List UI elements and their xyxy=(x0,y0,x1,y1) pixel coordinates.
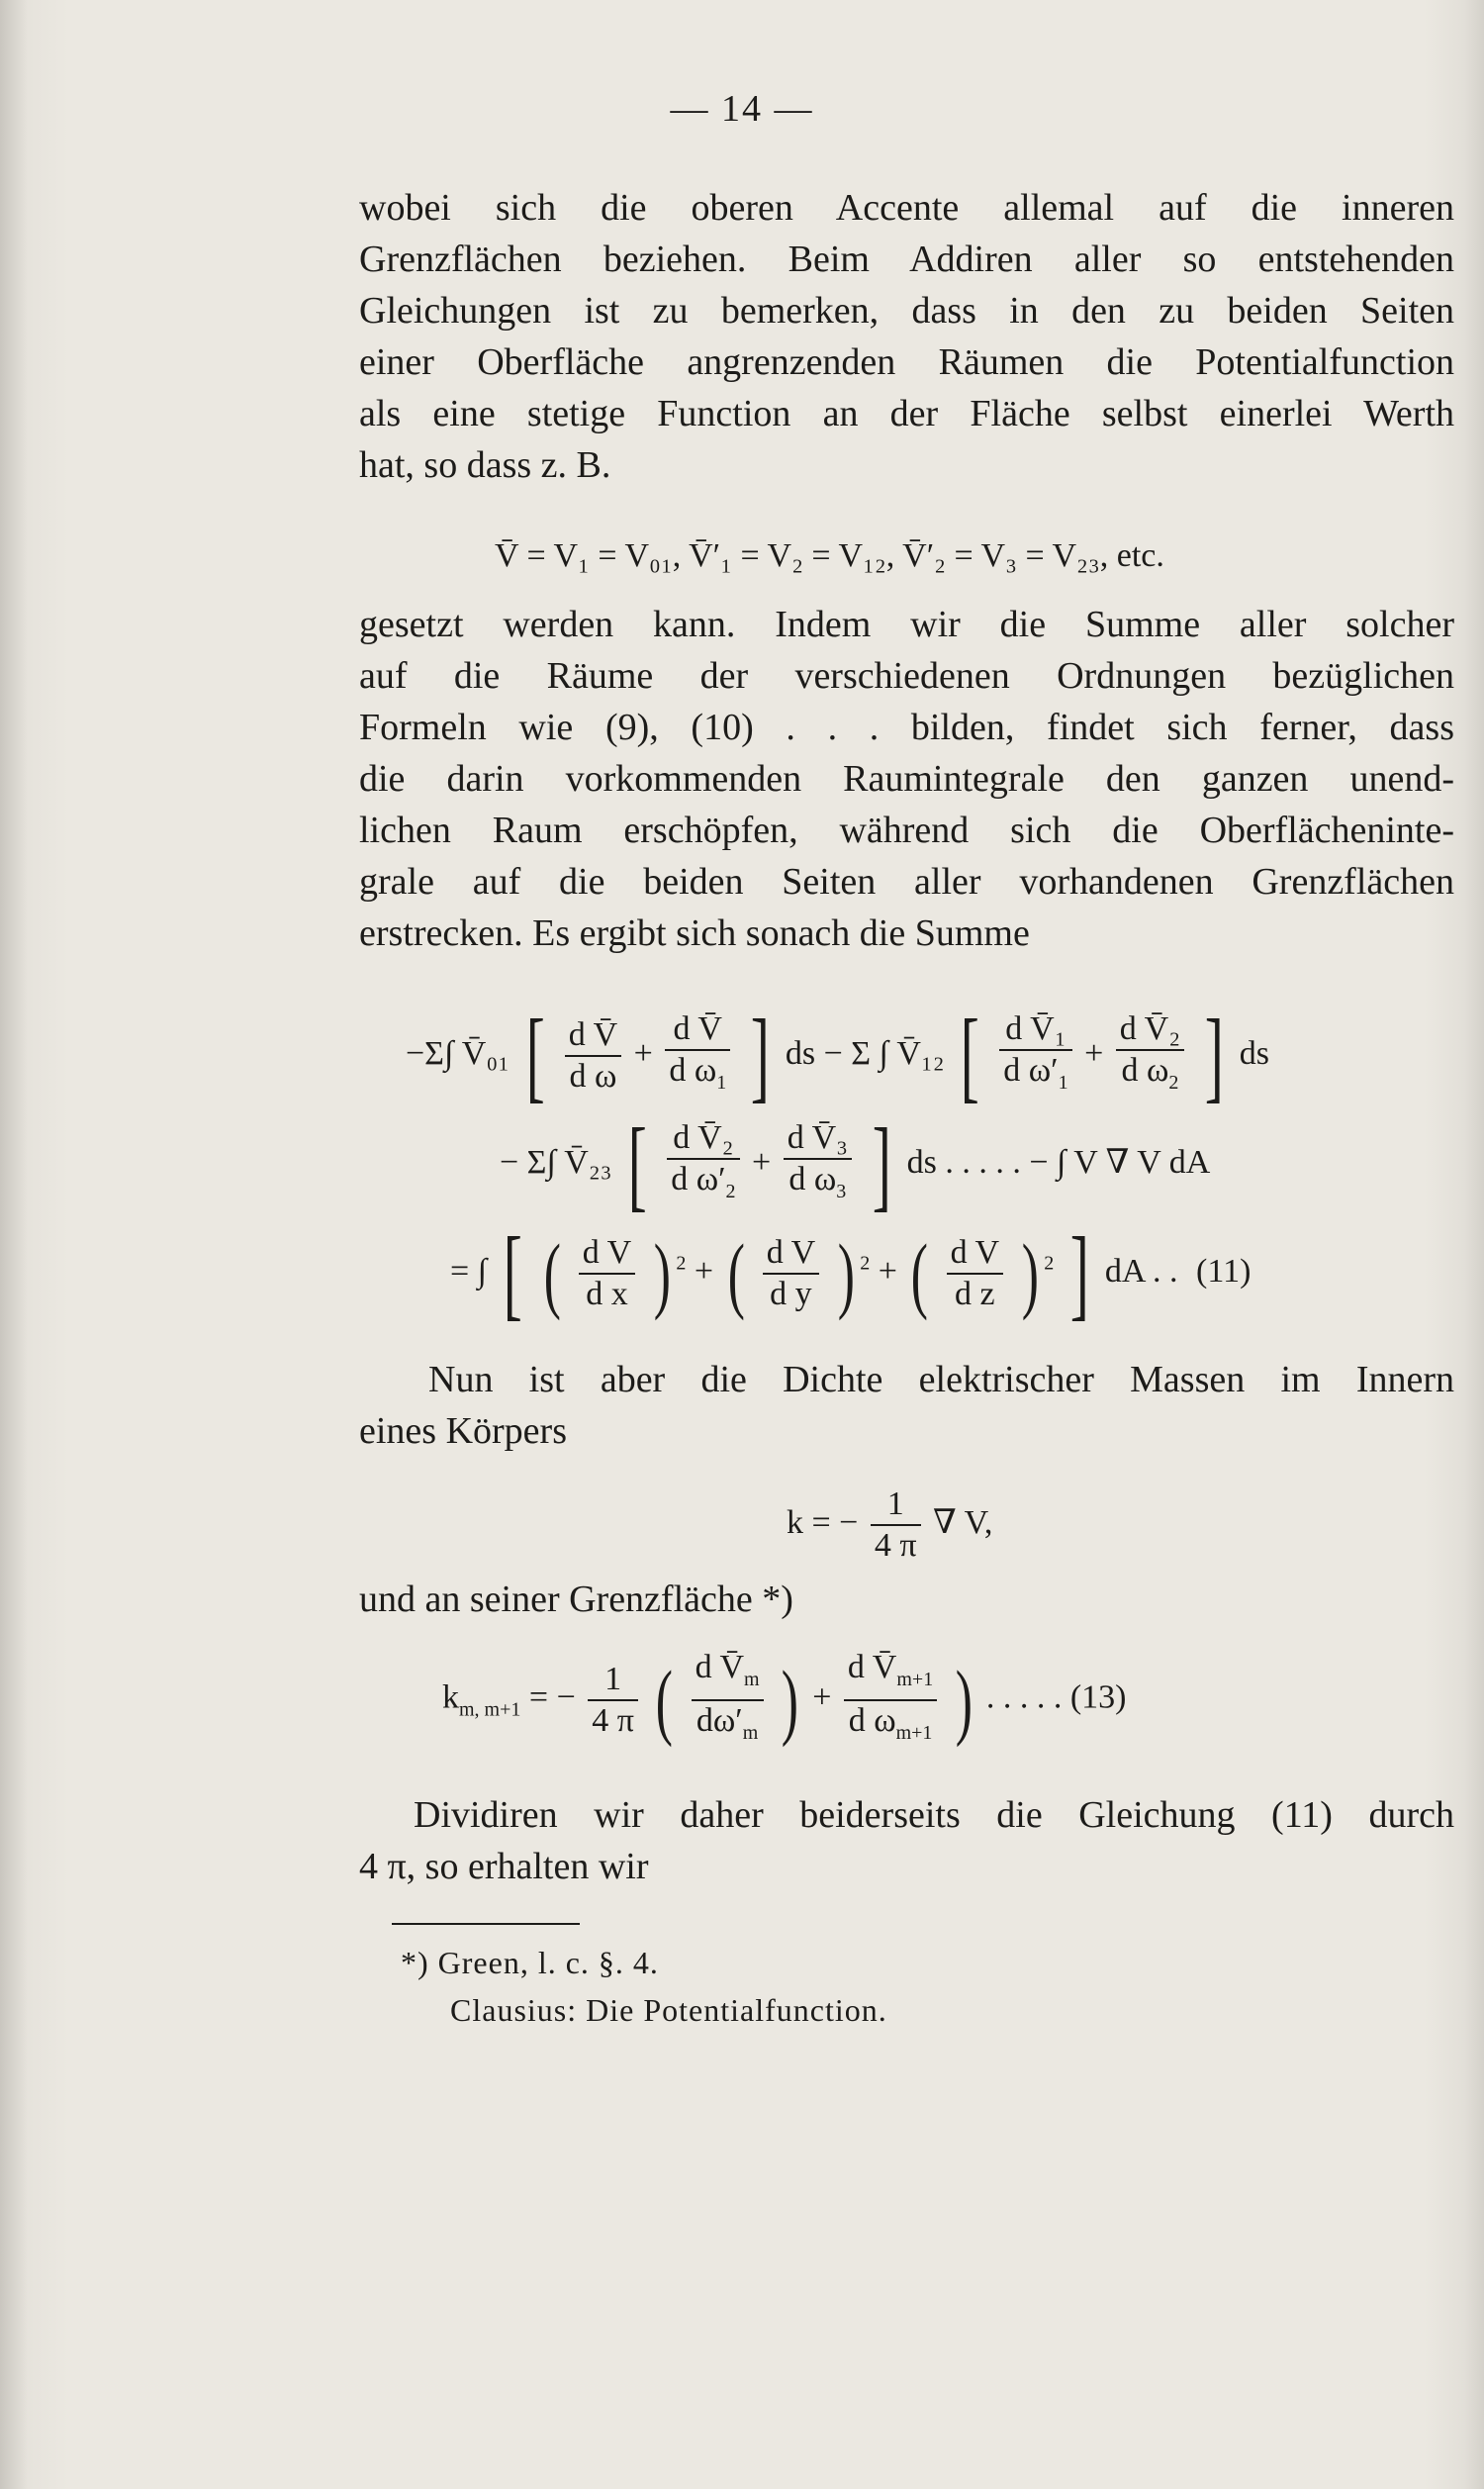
equation-13 xyxy=(442,1648,1127,1753)
left-paren: ( xyxy=(543,1226,561,1321)
integral-term: ds . . . . . − ∫ V ∇ V dA xyxy=(906,1143,1211,1181)
plus-sign: + xyxy=(1084,1034,1104,1072)
integral-term: ds xyxy=(1239,1034,1269,1072)
text-line: einer Oberfläche angrenzenden Räumen die Potentialfunction xyxy=(359,341,1454,383)
right-bracket: ] xyxy=(872,1107,891,1221)
text-line: Formeln wie (9), (10) . . . bilden, findet sich ferner, dass xyxy=(359,707,1454,748)
equation-label: (13) xyxy=(1069,1678,1127,1716)
exponent: 2 xyxy=(1044,1252,1055,1275)
left-bracket: [ xyxy=(525,999,545,1112)
fraction: $\frac{\text{d V̄}}{\text{d ω}}$ xyxy=(565,1015,621,1097)
sum-integral-term: − Σ∫ V̄₂₃ xyxy=(500,1143,612,1181)
text-line: Dividiren wir daher beiderseits die Gleichung (11) durch xyxy=(414,1794,1454,1836)
fraction: $\frac{\text{d V}}{\text{d y}}$ xyxy=(763,1233,819,1314)
fraction: $\frac{d V̄_m}{d\omega'_m}$ xyxy=(692,1648,764,1753)
fraction: $\frac{d V̄_{m+1}}{d \omega_{m+1}}$ xyxy=(844,1648,937,1753)
equation-potential-continuity: V̄ = V₁ = V₀₁, V̄′₁ = V₂ = V₁₂, V̄′₂ = V₃ = V₂₃, etc. xyxy=(495,537,1164,574)
left-bracket: [ xyxy=(627,1107,647,1221)
footnote-1: *) Green, l. c. §. 4. xyxy=(401,1945,659,1980)
left-bracket: [ xyxy=(960,999,979,1112)
text-line: Nun ist aber die Dichte elektrischer Massen im Innern xyxy=(428,1359,1454,1400)
right-bracket: ] xyxy=(1204,999,1224,1112)
fraction: $\frac{\text{d V̄₃}}{d \omega_3}$ xyxy=(784,1118,852,1211)
fraction: $\frac{\text{d V̄₂}}{d \omega'_2}$ xyxy=(667,1118,739,1211)
right-paren: ) xyxy=(1021,1226,1039,1321)
equation-11-line-2 xyxy=(500,1107,1211,1221)
text-line: lichen Raum erschöpfen, während sich die Oberflächeninte- xyxy=(359,810,1454,851)
paragraph-3 xyxy=(359,1354,1454,1457)
right-bracket: ] xyxy=(1069,1216,1089,1330)
fraction: $\frac{\text{d V̄₁}}{d \omega'_1}$ xyxy=(999,1009,1071,1102)
exponent: 2 xyxy=(860,1252,871,1275)
text-line: Grenzflächen beziehen. Beim Addiren aller so entstehenden xyxy=(359,239,1454,280)
plus-sign: + xyxy=(752,1143,772,1181)
sum-integral-term: −Σ∫ V̄₀₁ xyxy=(406,1034,510,1072)
plus-sign: + xyxy=(812,1678,832,1716)
fraction: $\frac{\text{d V}}{\text{d x}}$ xyxy=(579,1233,635,1314)
paragraph-5 xyxy=(359,1789,1454,1892)
plus-sign: + xyxy=(878,1252,897,1290)
ellipsis: . . . . . xyxy=(985,1678,1063,1716)
paragraph-2 xyxy=(359,599,1454,959)
subscript: m, m+1 xyxy=(459,1698,521,1721)
plus-sign: + xyxy=(694,1252,714,1290)
equation-density xyxy=(787,1484,992,1566)
footnote-2: Clausius: Die Potentialfunction. xyxy=(450,1992,887,2028)
fraction: $\frac{\text{d V̄}}{d \omega_1}$ xyxy=(665,1009,730,1102)
text-line: auf die Räume der verschiedenen Ordnungen bezüglichen xyxy=(359,655,1454,697)
paragraph-4 xyxy=(359,1574,1454,1625)
left-bracket: [ xyxy=(503,1216,522,1330)
text-line: wobei sich die oberen Accente allemal auf die inneren xyxy=(359,187,1454,229)
text-line: eines Körpers xyxy=(359,1410,567,1452)
footnote-divider xyxy=(392,1923,580,1925)
text-line: gesetzt werden kann. Indem wir die Summe aller solcher xyxy=(359,604,1454,645)
sum-integral-term: ds − Σ ∫ V̄₁₂ xyxy=(785,1034,945,1072)
equation-11-line-3 xyxy=(450,1216,1252,1330)
plus-sign: + xyxy=(633,1034,653,1072)
text-line: erstrecken. Es ergibt sich sonach die Summe xyxy=(359,912,1030,954)
text-line: als eine stetige Function an der Fläche selbst einerlei Werth xyxy=(359,393,1454,434)
equation-11-line-1 xyxy=(406,999,1269,1112)
fraction: $\frac{\text{d V̄₂}}{d \omega_2}$ xyxy=(1116,1009,1184,1102)
equation-label: (11) xyxy=(1196,1252,1252,1290)
text-line: 4 π, so erhalten wir xyxy=(359,1846,649,1887)
text-line: die darin vorkommenden Raumintegrale den ganzen unend- xyxy=(359,758,1454,800)
paragraph-1 xyxy=(359,182,1454,491)
right-paren: ) xyxy=(653,1226,671,1321)
text-line: und an seiner Grenzfläche *) xyxy=(359,1579,793,1620)
equation-lhs: k = − xyxy=(787,1503,859,1541)
right-paren: ) xyxy=(837,1226,855,1321)
equals-integral: = ∫ xyxy=(450,1252,487,1290)
left-paren: ( xyxy=(656,1652,674,1748)
fraction: $\frac{1}{4 \pi}$ xyxy=(871,1484,921,1566)
right-bracket: ] xyxy=(750,999,770,1112)
right-paren: ) xyxy=(781,1652,799,1748)
right-paren: ) xyxy=(955,1652,973,1748)
fraction: $\frac{\text{d V}}{\text{d z}}$ xyxy=(947,1233,1003,1314)
left-paren: ( xyxy=(727,1226,745,1321)
equation-lhs: k xyxy=(442,1678,459,1716)
text-line: Gleichungen ist zu bemerken, dass in den zu beiden Seiten xyxy=(359,290,1454,332)
text-line: hat, so dass z. B. xyxy=(359,444,611,486)
exponent: 2 xyxy=(676,1252,687,1275)
fraction: $\frac{1}{4 \pi}$ xyxy=(588,1660,638,1741)
equals-sign: = − xyxy=(528,1678,576,1716)
page-number: — 14 — xyxy=(670,88,814,130)
left-paren: ( xyxy=(911,1226,929,1321)
text-line: grale auf die beiden Seiten aller vorhandenen Grenzflächen xyxy=(359,861,1454,903)
equation-rhs: ∇ V, xyxy=(933,1503,993,1541)
integral-term: dA . . xyxy=(1104,1252,1178,1290)
